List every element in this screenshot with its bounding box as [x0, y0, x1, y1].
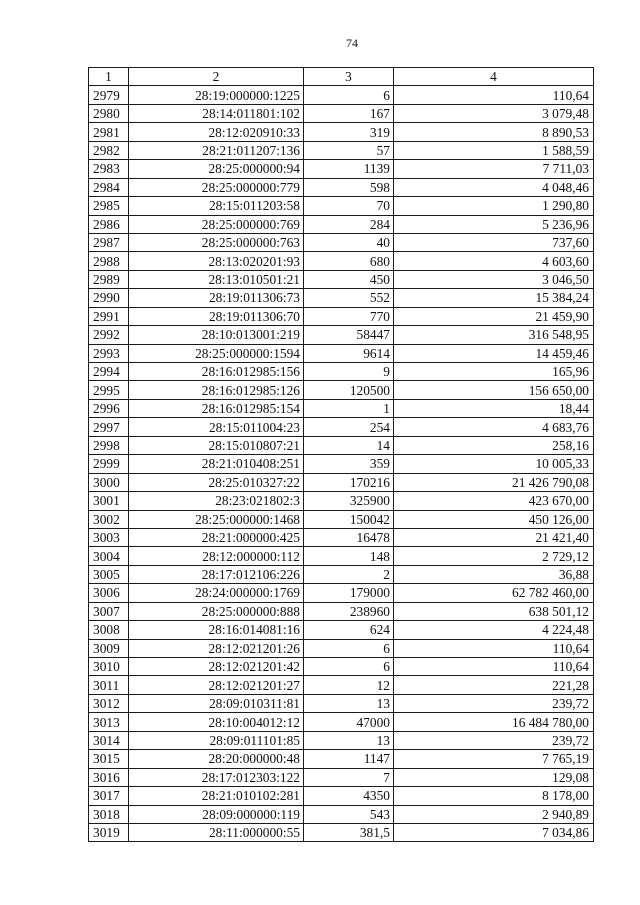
area-cell: 238960: [304, 602, 394, 620]
value-cell: 156 650,00: [394, 381, 594, 399]
row-number-cell: 3010: [89, 658, 129, 676]
cadastral-number-cell: 28:13:020201:93: [129, 252, 304, 270]
cadastral-number-cell: 28:19:011306:73: [129, 289, 304, 307]
cadastral-number-cell: 28:21:011207:136: [129, 141, 304, 159]
value-cell: 4 048,46: [394, 178, 594, 196]
table-row: [89, 639, 594, 657]
header-col-2: 2: [129, 68, 304, 86]
area-cell: 598: [304, 178, 394, 196]
row-number-cell: 3000: [89, 473, 129, 491]
cadastral-number-cell: 28:25:000000:1594: [129, 344, 304, 362]
header-col-3: 3: [304, 68, 394, 86]
cadastral-number-cell: 28:16:014081:16: [129, 621, 304, 639]
table-row: [89, 694, 594, 712]
row-number-cell: 3013: [89, 713, 129, 731]
area-cell: 624: [304, 621, 394, 639]
table-row: [89, 823, 594, 841]
header-col-4: 4: [394, 68, 594, 86]
header-col-1: 1: [89, 68, 129, 86]
page-number: 74: [346, 36, 358, 50]
area-cell: 120500: [304, 381, 394, 399]
area-cell: 254: [304, 418, 394, 436]
area-cell: 7: [304, 768, 394, 786]
table-row: [89, 713, 594, 731]
value-cell: 21 421,40: [394, 528, 594, 546]
value-cell: 110,64: [394, 86, 594, 104]
row-number-cell: 2987: [89, 233, 129, 251]
value-cell: 7 711,03: [394, 160, 594, 178]
cadastral-number-cell: 28:13:010501:21: [129, 270, 304, 288]
cadastral-number-cell: 28:21:000000:425: [129, 528, 304, 546]
cadastral-number-cell: 28:19:011306:70: [129, 307, 304, 325]
value-cell: 2 940,89: [394, 805, 594, 823]
cadastral-number-cell: 28:12:021201:26: [129, 639, 304, 657]
table-row: [89, 528, 594, 546]
value-cell: 10 005,33: [394, 455, 594, 473]
row-number-cell: 2984: [89, 178, 129, 196]
value-cell: 423 670,00: [394, 492, 594, 510]
value-cell: 18,44: [394, 399, 594, 417]
value-cell: 3 079,48: [394, 104, 594, 122]
table-row: [89, 455, 594, 473]
area-cell: 6: [304, 86, 394, 104]
cadastral-number-cell: 28:12:000000:112: [129, 547, 304, 565]
cadastral-number-cell: 28:09:000000:119: [129, 805, 304, 823]
cadastral-number-cell: 28:25:000000:769: [129, 215, 304, 233]
cadastral-number-cell: 28:21:010102:281: [129, 787, 304, 805]
cadastral-number-cell: 28:11:000000:55: [129, 823, 304, 841]
table-row: [89, 233, 594, 251]
row-number-cell: 2989: [89, 270, 129, 288]
value-cell: 129,08: [394, 768, 594, 786]
cadastral-number-cell: 28:15:011004:23: [129, 418, 304, 436]
area-cell: 6: [304, 658, 394, 676]
value-cell: 15 384,24: [394, 289, 594, 307]
table-row: [89, 399, 594, 417]
row-number-cell: 2995: [89, 381, 129, 399]
value-cell: 239,72: [394, 694, 594, 712]
row-number-cell: 3017: [89, 787, 129, 805]
cadastral-number-cell: 28:10:013001:219: [129, 326, 304, 344]
area-cell: 284: [304, 215, 394, 233]
row-number-cell: 2988: [89, 252, 129, 270]
area-cell: 2: [304, 565, 394, 583]
table-row: [89, 492, 594, 510]
row-number-cell: 3019: [89, 823, 129, 841]
row-number-cell: 3006: [89, 584, 129, 602]
row-number-cell: 2985: [89, 197, 129, 215]
cadastral-number-cell: 28:21:010408:251: [129, 455, 304, 473]
value-cell: 165,96: [394, 363, 594, 381]
row-number-cell: 2979: [89, 86, 129, 104]
table-row: [89, 750, 594, 768]
value-cell: 3 046,50: [394, 270, 594, 288]
cadastral-number-cell: 28:17:012303:122: [129, 768, 304, 786]
area-cell: 770: [304, 307, 394, 325]
table-row: [89, 215, 594, 233]
table-row: [89, 86, 594, 104]
area-cell: 680: [304, 252, 394, 270]
cadastral-number-cell: 28:15:011203:58: [129, 197, 304, 215]
row-number-cell: 2982: [89, 141, 129, 159]
row-number-cell: 3005: [89, 565, 129, 583]
row-number-cell: 3003: [89, 528, 129, 546]
row-number-cell: 3016: [89, 768, 129, 786]
area-cell: 319: [304, 123, 394, 141]
value-cell: 8 178,00: [394, 787, 594, 805]
value-cell: 239,72: [394, 731, 594, 749]
area-cell: 170216: [304, 473, 394, 491]
area-cell: 150042: [304, 510, 394, 528]
row-number-cell: 2980: [89, 104, 129, 122]
table-row: [89, 621, 594, 639]
table-row: [89, 547, 594, 565]
row-number-cell: 2990: [89, 289, 129, 307]
area-cell: 381,5: [304, 823, 394, 841]
row-number-cell: 3015: [89, 750, 129, 768]
table-row: [89, 436, 594, 454]
area-cell: 450: [304, 270, 394, 288]
cadastral-number-cell: 28:12:021201:27: [129, 676, 304, 694]
area-cell: 47000: [304, 713, 394, 731]
table-row: [89, 141, 594, 159]
area-cell: 12: [304, 676, 394, 694]
row-number-cell: 2991: [89, 307, 129, 325]
row-number-cell: 2992: [89, 326, 129, 344]
cadastral-number-cell: 28:25:000000:888: [129, 602, 304, 620]
table-row: [89, 381, 594, 399]
table-row: [89, 160, 594, 178]
row-number-cell: 3002: [89, 510, 129, 528]
table-row: [89, 252, 594, 270]
value-cell: 258,16: [394, 436, 594, 454]
table-row: [89, 805, 594, 823]
table-row: [89, 565, 594, 583]
cadastral-number-cell: 28:25:010327:22: [129, 473, 304, 491]
area-cell: 57: [304, 141, 394, 159]
value-cell: 21 459,90: [394, 307, 594, 325]
cadastral-number-cell: 28:12:020910:33: [129, 123, 304, 141]
value-cell: 221,28: [394, 676, 594, 694]
cadastral-number-cell: 28:19:000000:1225: [129, 86, 304, 104]
area-cell: 4350: [304, 787, 394, 805]
table-row: [89, 658, 594, 676]
cadastral-number-cell: 28:15:010807:21: [129, 436, 304, 454]
table-row: [89, 197, 594, 215]
area-cell: 9614: [304, 344, 394, 362]
table-row: [89, 326, 594, 344]
row-number-cell: 2993: [89, 344, 129, 362]
row-number-cell: 2999: [89, 455, 129, 473]
area-cell: 14: [304, 436, 394, 454]
cadastral-number-cell: 28:24:000000:1769: [129, 584, 304, 602]
cadastral-number-cell: 28:16:012985:126: [129, 381, 304, 399]
table-row: [89, 104, 594, 122]
table-row: [89, 473, 594, 491]
row-number-cell: 2997: [89, 418, 129, 436]
table-row: [89, 676, 594, 694]
table-row: [89, 510, 594, 528]
row-number-cell: 2983: [89, 160, 129, 178]
area-cell: 13: [304, 731, 394, 749]
value-cell: 1 588,59: [394, 141, 594, 159]
row-number-cell: 2986: [89, 215, 129, 233]
table-row: [89, 768, 594, 786]
table-row: [89, 178, 594, 196]
row-number-cell: 3014: [89, 731, 129, 749]
area-cell: 179000: [304, 584, 394, 602]
row-number-cell: 3007: [89, 602, 129, 620]
area-cell: 1139: [304, 160, 394, 178]
registry-table: [88, 67, 594, 842]
row-number-cell: 2994: [89, 363, 129, 381]
row-number-cell: 3009: [89, 639, 129, 657]
table-row: [89, 307, 594, 325]
area-cell: 58447: [304, 326, 394, 344]
table-row: [89, 363, 594, 381]
row-number-cell: 3001: [89, 492, 129, 510]
area-cell: 325900: [304, 492, 394, 510]
value-cell: 316 548,95: [394, 326, 594, 344]
area-cell: 70: [304, 197, 394, 215]
row-number-cell: 2996: [89, 399, 129, 417]
table-row: [89, 418, 594, 436]
table-row: [89, 584, 594, 602]
value-cell: 4 683,76: [394, 418, 594, 436]
cadastral-number-cell: 28:14:011801:102: [129, 104, 304, 122]
value-cell: 21 426 790,08: [394, 473, 594, 491]
area-cell: 552: [304, 289, 394, 307]
cadastral-number-cell: 28:25:000000:763: [129, 233, 304, 251]
area-cell: 16478: [304, 528, 394, 546]
cadastral-number-cell: 28:09:011101:85: [129, 731, 304, 749]
area-cell: 13: [304, 694, 394, 712]
cadastral-number-cell: 28:16:012985:154: [129, 399, 304, 417]
table-body: [89, 86, 594, 842]
area-cell: 9: [304, 363, 394, 381]
value-cell: 2 729,12: [394, 547, 594, 565]
value-cell: 638 501,12: [394, 602, 594, 620]
table-row: [89, 731, 594, 749]
value-cell: 36,88: [394, 565, 594, 583]
value-cell: 4 224,48: [394, 621, 594, 639]
area-cell: 1147: [304, 750, 394, 768]
area-cell: 359: [304, 455, 394, 473]
value-cell: 7 765,19: [394, 750, 594, 768]
cadastral-number-cell: 28:16:012985:156: [129, 363, 304, 381]
area-cell: 148: [304, 547, 394, 565]
area-cell: 543: [304, 805, 394, 823]
table-row: [89, 270, 594, 288]
cadastral-number-cell: 28:25:000000:779: [129, 178, 304, 196]
row-number-cell: 3018: [89, 805, 129, 823]
cadastral-number-cell: 28:12:021201:42: [129, 658, 304, 676]
area-cell: 40: [304, 233, 394, 251]
cadastral-number-cell: 28:17:012106:226: [129, 565, 304, 583]
value-cell: 14 459,46: [394, 344, 594, 362]
value-cell: 737,60: [394, 233, 594, 251]
table-row: [89, 344, 594, 362]
row-number-cell: 2998: [89, 436, 129, 454]
value-cell: 16 484 780,00: [394, 713, 594, 731]
area-cell: 6: [304, 639, 394, 657]
header-row: [89, 68, 594, 86]
row-number-cell: 3004: [89, 547, 129, 565]
area-cell: 167: [304, 104, 394, 122]
cadastral-number-cell: 28:10:004012:12: [129, 713, 304, 731]
value-cell: 5 236,96: [394, 215, 594, 233]
value-cell: 4 603,60: [394, 252, 594, 270]
table-row: [89, 289, 594, 307]
row-number-cell: 3008: [89, 621, 129, 639]
table-header: [89, 68, 594, 86]
table-row: [89, 602, 594, 620]
value-cell: 1 290,80: [394, 197, 594, 215]
row-number-cell: 3012: [89, 694, 129, 712]
cadastral-number-cell: 28:09:010311:81: [129, 694, 304, 712]
value-cell: 8 890,53: [394, 123, 594, 141]
row-number-cell: 2981: [89, 123, 129, 141]
value-cell: 110,64: [394, 639, 594, 657]
value-cell: 62 782 460,00: [394, 584, 594, 602]
table-row: [89, 123, 594, 141]
cadastral-number-cell: 28:25:000000:1468: [129, 510, 304, 528]
value-cell: 7 034,86: [394, 823, 594, 841]
value-cell: 450 126,00: [394, 510, 594, 528]
cadastral-number-cell: 28:25:000000:94: [129, 160, 304, 178]
cadastral-number-cell: 28:23:021802:3: [129, 492, 304, 510]
area-cell: 1: [304, 399, 394, 417]
value-cell: 110,64: [394, 658, 594, 676]
cadastral-number-cell: 28:20:000000:48: [129, 750, 304, 768]
row-number-cell: 3011: [89, 676, 129, 694]
table-row: [89, 787, 594, 805]
